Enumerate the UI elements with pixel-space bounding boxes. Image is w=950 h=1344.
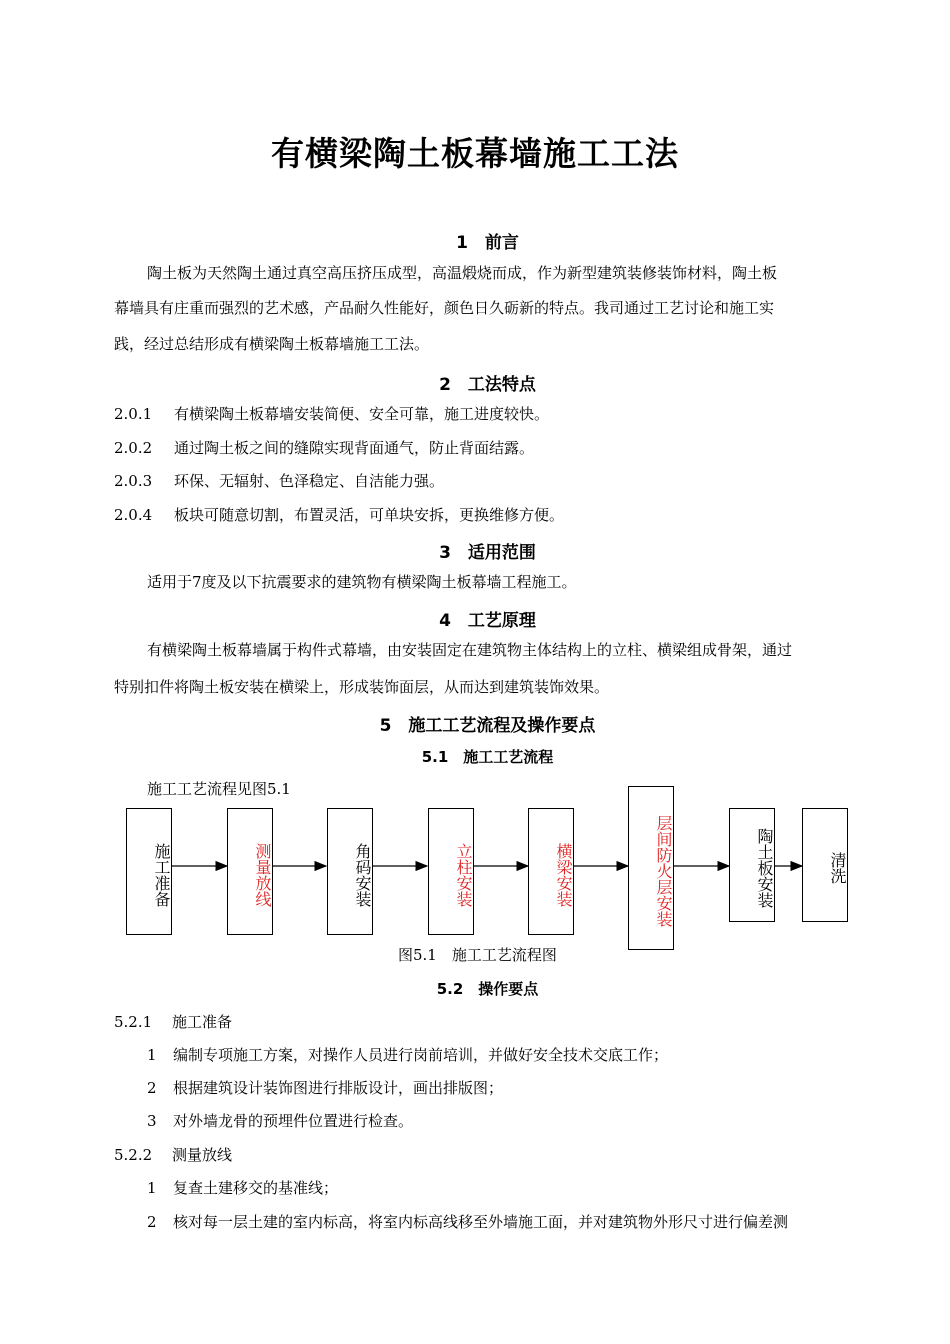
feature-num: 2.0.4 (114, 506, 153, 524)
section-4-para-line-1: 有横梁陶土板幕墙属于构件式幕墙，由安装固定在建筑物主体结构上的立柱、横梁组成骨架，通过 (147, 641, 793, 659)
flow-step-label: 角码安装 (353, 842, 372, 907)
list-item (147, 1111, 413, 1131)
figure-caption: 图5.1 施工工艺流程图 (398, 946, 557, 964)
flow-step-label: 层间防火层安装 (654, 815, 673, 927)
list-text: 复查土建移交的基准线； (173, 1179, 339, 1197)
flow-step-label: 立柱安装 (454, 842, 473, 907)
list-text: 根据建筑设计装饰图进行排版设计，画出排版图； (173, 1079, 504, 1097)
section-1-para-line-3: 践，经过总结形成有横梁陶土板幕墙施工工法。 (114, 335, 430, 353)
subsection-5-1-heading: 5.1 施工工艺流程 (421, 748, 554, 766)
flow-intro: 施工工艺流程见图5.1 (147, 780, 291, 798)
list-num: 3 (147, 1112, 157, 1130)
flow-step-angle-bracket (327, 808, 373, 935)
list-num: 1 (147, 1179, 157, 1197)
clause-5-2-1 (114, 1012, 232, 1032)
clause-num: 5.2.1 (114, 1013, 153, 1031)
flow-step-beam (528, 808, 574, 935)
flow-step-panel (729, 808, 775, 922)
feature-num: 2.0.1 (114, 405, 153, 423)
feature-text: 板块可随意切割，布置灵活，可单块安拆，更换维修方便。 (174, 506, 565, 524)
section-1-para-line-2: 幕墙具有庄重而强烈的艺术感，产品耐久性能好，颜色日久砺新的特点。我司通过工艺讨论和施工实 (114, 299, 775, 317)
feature-text: 有横梁陶土板幕墙安装简便、安全可靠，施工进度较快。 (174, 405, 550, 423)
clause-label: 施工准备 (172, 1013, 233, 1031)
list-text: 核对每一层土建的室内标高，将室内标高线移至外墙施工面，并对建筑物外形尺寸进行偏差测 (173, 1213, 789, 1231)
section-1-para-line-1: 陶土板为天然陶土通过真空高压挤压成型，高温煅烧而成，作为新型建筑装修装饰材料，陶土板 (147, 264, 778, 282)
clause-5-2-2 (114, 1145, 232, 1165)
list-item (147, 1212, 788, 1232)
flow-step-label: 横梁安装 (554, 842, 573, 907)
section-1-heading: 1 前言 (456, 233, 519, 253)
list-text: 对外墙龙骨的预埋件位置进行检查。 (173, 1112, 414, 1130)
list-item (147, 1045, 668, 1065)
flow-step-prepare (126, 808, 172, 935)
list-num: 2 (147, 1079, 157, 1097)
list-num: 1 (147, 1046, 157, 1064)
flow-step-label: 施工准备 (152, 842, 171, 907)
feature-text: 通过陶土板之间的缝隙实现背面通气，防止背面结露。 (174, 439, 535, 457)
subsection-5-2-heading: 5.2 操作要点 (436, 980, 539, 998)
section-4-para-line-2: 特别扣件将陶土板安装在横梁上，形成装饰面层，从而达到建筑装饰效果。 (114, 678, 610, 696)
flow-step-label: 陶土板安装 (755, 828, 774, 908)
flow-step-label: 清洗 (828, 852, 847, 884)
clause-num: 5.2.2 (114, 1146, 153, 1164)
feature-text: 环保、无辐射、色泽稳定、自洁能力强。 (174, 472, 445, 490)
list-num: 2 (147, 1213, 157, 1231)
feature-num: 2.0.3 (114, 472, 153, 490)
list-item (147, 1178, 338, 1198)
flow-step-column (428, 808, 474, 935)
section-4-heading: 4 工艺原理 (439, 611, 536, 631)
section-3-heading: 3 适用范围 (439, 543, 536, 563)
flow-step-label: 测量放线 (253, 842, 272, 907)
section-3-para: 适用于7度及以下抗震要求的建筑物有横梁陶土板幕墙工程施工。 (147, 573, 577, 591)
flow-step-survey (227, 808, 273, 935)
flow-step-clean (802, 808, 848, 922)
clause-label: 测量放线 (172, 1146, 233, 1164)
section-2-heading: 2 工法特点 (439, 375, 536, 395)
flow-step-fireproof (628, 786, 674, 950)
list-item (147, 1078, 503, 1098)
document-title: 有横梁陶土板幕墙施工工法 (271, 134, 679, 173)
feature-num: 2.0.2 (114, 439, 153, 457)
section-5-heading: 5 施工工艺流程及操作要点 (379, 716, 596, 736)
list-text: 编制专项施工方案，对操作人员进行岗前培训，并做好安全技术交底工作； (173, 1046, 669, 1064)
